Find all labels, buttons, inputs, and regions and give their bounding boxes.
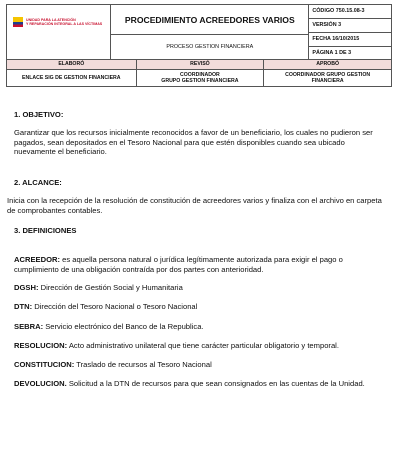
reviso-line1: COORDINADOR [180,72,220,78]
title-cell [111,5,309,61]
signature-table [6,59,392,87]
definition-text: Acto administrativo unilateral que tiene carácter particular obligatorio y temporal. [67,341,339,350]
logo-text-line1: UNIDAD PARA LA ATENCIÓN [26,18,76,22]
definition-item [14,255,382,274]
definition-term: DGSH: [14,283,39,292]
aprobo-value [264,70,392,87]
definition-text: es aquella persona natural o jurídica legítimamente autorizada para exigir el pago o cumplimiento de una obligación contraída por dos partes con anterioridad. [14,255,343,274]
section-objetivo-text: Garantizar que los recursos inicialmente reconocidos a favor de un beneficiario, los cuales no pudieron ser pagados, sean depositados en el Tesoro Nacional para que estén disponibles cuando sea ubicado nuevamente el beneficiario. [14,128,373,157]
section-definiciones-title: 3. DEFINICIONES [14,226,77,235]
document-header [6,4,392,61]
definition-item [14,322,382,332]
page-number: PÁGINA 1 DE 3 [312,50,352,56]
reviso-value [136,70,264,87]
definition-text: Solicitud a la DTN de recursos para que sean consignados en las cuentas de la Unidad. [66,379,365,388]
definition-item [14,283,382,293]
definition-term: SEBRA: [14,322,44,331]
aprobo-line2: FINANCIERA [311,78,344,84]
process-name: PROCESO GESTION FINANCIERA [166,43,254,50]
document-code: CÓDIGO 750.15.08-3 [309,5,391,19]
definition-item [14,379,382,389]
header-reviso: REVISÓ [136,60,264,70]
section-objetivo-title: 1. OBJETIVO: [14,110,64,119]
section-alcance-text: Inicia con la recepción de la resolución de constitución de acreedores varios y finaliza con el archivo en carpeta de comprobantes contables. [7,196,382,215]
definition-item [14,341,382,351]
document-date: FECHA 16/10/2015 [309,33,391,47]
definition-text: Servicio electrónico del Banco de la Republica. [43,322,204,331]
header-elaboro: ELABORÓ [7,60,137,70]
definition-text: Dirección del Tesoro Nacional o Tesoro Nacional [32,302,198,311]
document-version: VERSIÓN 3 [309,19,391,33]
header-aprobo: APROBÓ [264,60,392,70]
definition-text: Dirección de Gestión Social y Humanitaria [38,283,183,292]
definition-item [14,302,382,312]
section-alcance-title: 2. ALCANCE: [14,178,62,187]
reviso-line2: GRUPO GESTION FINANCIERA [161,78,239,84]
definition-item [14,360,382,370]
definition-term: DEVOLUCION. [14,379,67,388]
definition-term: ACREEDOR: [14,255,60,264]
definition-text: Traslado de recursos al Tesoro Nacional [74,360,212,369]
document-title: PROCEDIMIENTO ACREEDORES VARIOS [111,6,308,35]
definition-term: RESOLUCION: [14,341,68,350]
definition-term: DTN: [14,302,33,311]
flag-icon [13,17,23,27]
meta-cell [309,5,392,61]
definition-term: CONSTITUCION: [14,360,75,369]
logo-text-line2: Y REPARACIÓN INTEGRAL A LAS VÍCTIMAS [26,22,103,27]
aprobo-line1: COORDINADOR GRUPO GESTION [285,72,371,78]
logo-cell [7,5,111,61]
elaboro-value: ENLACE SIG DE GESTION FINANCIERA [7,70,137,87]
